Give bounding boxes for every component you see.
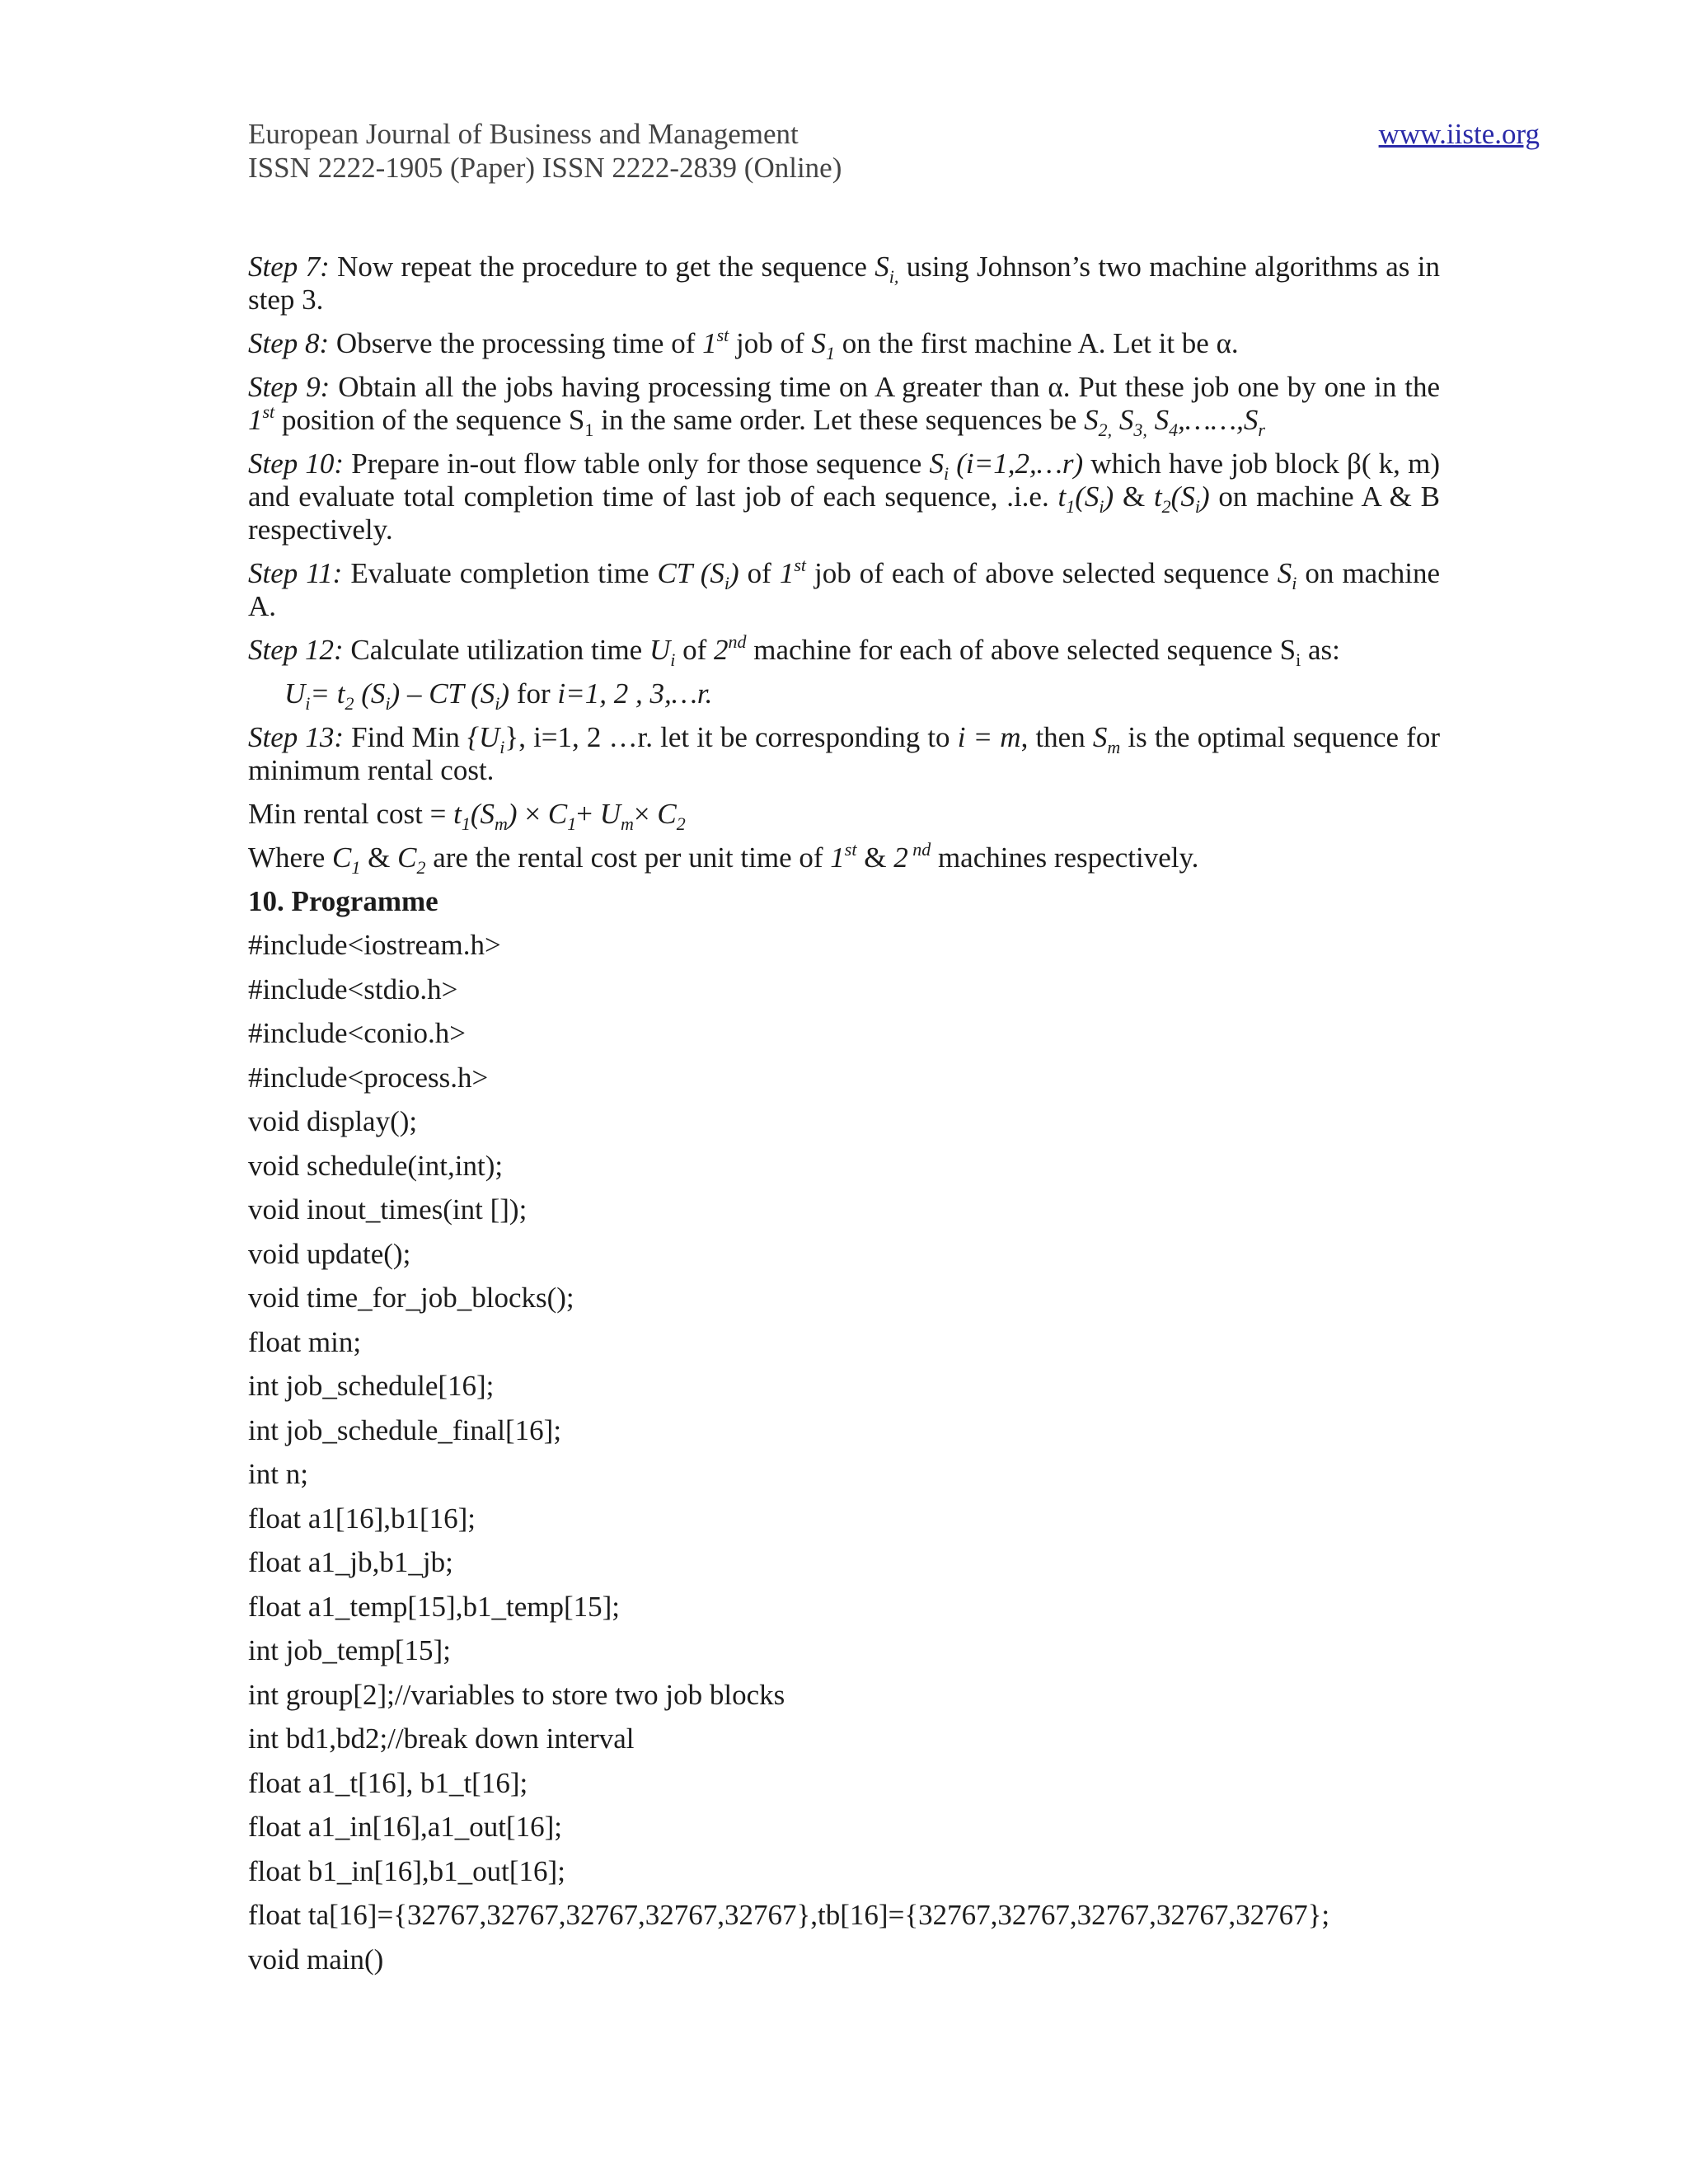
t1-of-si: $t_1(S_i)$ xyxy=(1057,480,1114,517)
t2-of-si: $t_2(S_i)$ xyxy=(1153,480,1210,517)
code-line: void update(); xyxy=(248,1237,411,1270)
journal-title: European Journal of Business and Management xyxy=(248,118,799,150)
code-line: void main() xyxy=(248,1943,384,1975)
code-line: void schedule(int,int); xyxy=(248,1149,504,1182)
code-line: float ta[16]={32767,32767,32767,32767,32767},tb[16]={32767,32767,32767,32767,32767}; xyxy=(248,1899,1330,1931)
code-line: int job_schedule[16]; xyxy=(248,1370,495,1402)
section-heading: 10. Programme xyxy=(248,885,438,917)
code-line: #include<conio.h> xyxy=(248,1017,467,1049)
step-13: Step 13: Find Min $\{U_i\}$, i=1, 2 …r. let it be corresponding to i = m, then $S_m$ is the optimal sequence for minimum rental cost. xyxy=(248,721,1440,786)
code-line: int group[2];//variables to store two job blocks xyxy=(248,1678,785,1711)
program-listing xyxy=(248,929,1440,1987)
step-7: Step 7: Now repeat the procedure to get the sequence $S_{i,}$ using Johnson’s two machine algorithms as in step 3. xyxy=(248,251,1440,316)
website-link-wrapper xyxy=(1379,117,1540,151)
code-line: float a1_in[16],a1_out[16]; xyxy=(248,1811,563,1843)
code-line: float a1_jb,b1_jb; xyxy=(248,1546,453,1578)
code-line: #include<iostream.h> xyxy=(248,929,501,961)
running-header xyxy=(248,117,842,185)
code-line: int job_schedule_final[16]; xyxy=(248,1413,562,1446)
step-11: Step 11: Evaluate completion time CT $(S_i)$ of 1st job of each of above selected sequence $S_i$ on machine A. xyxy=(248,555,1440,622)
code-line: int n; xyxy=(248,1458,308,1490)
where-clause: Where $C_1$ & $C_2$ are the rental cost per unit time of 1st & 2 $^{nd}$ machines respectively. xyxy=(248,839,1199,878)
code-line: float a1_t[16], b1_t[16]; xyxy=(248,1766,528,1799)
code-line: int job_temp[15]; xyxy=(248,1634,451,1666)
code-line: #include<stdio.h> xyxy=(248,972,458,1005)
code-line: void time_for_job_blocks(); xyxy=(248,1282,574,1314)
code-line: float min; xyxy=(248,1325,362,1358)
code-line: float b1_in[16],b1_out[16]; xyxy=(248,1854,565,1887)
step-12: Step 12: Calculate utilization time $U_i$ of 2nd machine for each of above selected sequence $S_i$ as: xyxy=(248,631,1340,670)
code-line: float a1_temp[15],b1_temp[15]; xyxy=(248,1590,620,1623)
code-line: void display(); xyxy=(248,1105,418,1137)
website-link[interactable]: www.iiste.org xyxy=(1378,118,1540,150)
code-line: #include<process.h> xyxy=(248,1061,489,1094)
step-9: Step 9: Obtain all the jobs having processing time on A greater than α. Put these job one by one in the 1st position of the sequence $S_1$ in the same order. Let these sequences be $S_{2,}$ $S_{3,}$ $S_4,\dots\dots,S_r$ xyxy=(248,371,1440,440)
code-line: float a1[16],b1[16]; xyxy=(248,1502,476,1535)
page-body xyxy=(248,251,1440,1987)
utilization-formula: $U_i= t_2$ $(S_i)$ – CT $(S_i)$ for i=1, 2 , 3,…r. xyxy=(284,677,713,714)
issn-line: ISSN 2222-1905 (Paper) ISSN 2222-2839 (Online) xyxy=(248,152,842,184)
step-8: Step 8: Observe the processing time of 1st job of $S_1$ on the first machine A. Let it be α. xyxy=(248,325,1239,363)
step-10: Step 10: Prepare in-out flow table only for those sequence $S_i$ (i=1,2,…r) which have job block β( k, m) and evaluate total completion time of last job of each sequence, .i.e. $t_1(S_i)$ & $t_2(S_i)$ on machine A & B respectively. xyxy=(248,448,1440,546)
min-rental-cost: Min rental $\cos t = t_1(S_m) \times C_1+ U_m\times C_2$ xyxy=(248,798,686,834)
code-line: int bd1,bd2;//break down interval xyxy=(248,1722,635,1755)
code-line: void inout_times(int []); xyxy=(248,1193,528,1226)
